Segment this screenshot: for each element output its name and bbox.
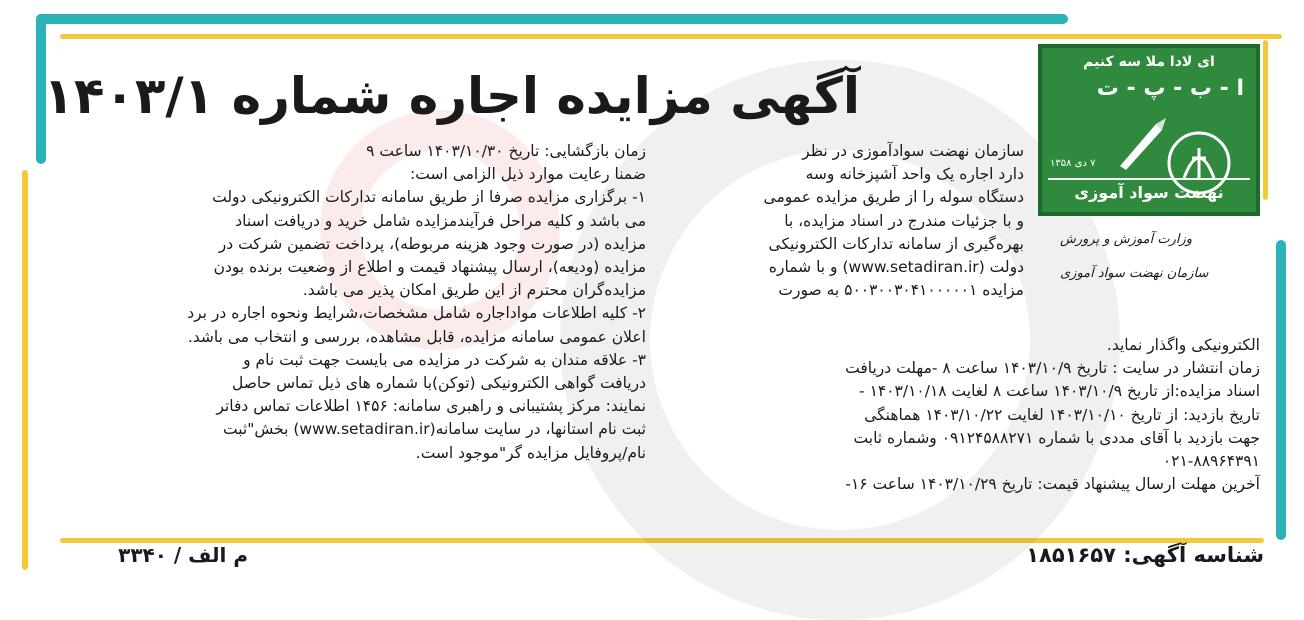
intro-paragraph: سازمان نهضت سوادآموزی در نظر دارد اجاره یک واحد آشپزخانه وسه دستگاه سوله را از طریق مزایده عمومی و با جزئیات مندرج در اسناد مزایده، با بهره‌گیری از سامانه تدارکات الکترونیکی دولت (www.setadiran.ir) و با شماره مزایده ۵۰۰۳۰۰۳۰۴۱۰۰۰۰۰۱ به صورت xyxy=(763,142,1024,300)
pen-icon xyxy=(1112,114,1172,174)
organization-logo xyxy=(1038,44,1260,216)
frame-border-yellow-right xyxy=(1263,40,1268,200)
frame-border-teal-right xyxy=(1276,240,1286,540)
schedule-paragraph: الکترونیکی واگذار نماید. زمان انتشار در سایت : تاریخ ۱۴۰۳/۱۰/۹ ساعت ۸ -مهلت دریافت اسناد مزایده:از تاریخ ۱۴۰۳/۱۰/۹ ساعت ۸ لغایت ۱۴۰۳/۱۰/۱۸ - تاریخ بازدید: از تاریخ ۱۴۰۳/۱۰/۱۰ لغایت ۱۴۰۳/۱۰/۲۲ هماهنگی جهت بازدید با آقای مددی با شماره ۰۹۱۲۴۵۸۸۲۷۱ وشماره ثابت ۰۲۱-۸۸۹۶۴۳۹۱ آخرین مهلت ارسال پیشنهاد قیمت: تاریخ ۱۴۰۳/۱۰/۲۹ ساعت ۱۶- xyxy=(845,336,1260,494)
organization-caption: سازمان نهضت سواد آموزی xyxy=(1060,266,1209,281)
requirements-paragraph: زمان بازگشایی: تاریخ ۱۴۰۳/۱۰/۳۰ ساعت ۹ ضمنا رعایت موارد ذیل الزامی است: ۱- برگزاری مزایده صرفا از طریق سامانه تدارکات الکترونیکی دولت می باشد و کلیه مراحل فرآیندمزایده شامل خرید و دریافت اسناد مزایده (در صورت وجود هزینه مربوطه)، پرداخت تضمین شرکت در مزایده (ودیعه)، ارسال پیشنهاد قیمت و اطلاع از وضعیت برنده بودن مزایده‌گران محترم از این طریق امکان پذیر می باشد. ۲- کلیه اطلاعات مواداجاره شامل مشخصات،شرایط ونحوه اجاره در برد اعلان عمومی سامانه مزایده، قابل مشاهده، بررسی و انتخاب می باشد. ۳- علاقه مندان به شرکت در مزایده می بایست جهت ثبت نام و دریافت گواهی الکترونیکی (توکن)با شماره های ذیل تماس حاصل نمایند: مرکز پشتیبانی و راهبری سامانه: ۱۴۵۶ اطلاعات تماس دفاتر ثبت نام استانها، در سایت سامانه(www.setadiran.ir) بخش"ثبت نام/پروفایل مزایده گر"موجود است. xyxy=(187,142,646,462)
logo-letters: ا - ب - پ - ت xyxy=(1096,76,1244,101)
logo-date: ۷ دی ۱۳۵۸ xyxy=(1050,158,1096,169)
frame-border-teal-top xyxy=(36,14,1068,24)
ad-code: م الف / ۳۳۴۰ xyxy=(118,543,248,567)
logo-top-text: ای لادا ملا سه کنیم xyxy=(1083,54,1215,70)
notice-title: آگهی مزایده اجاره شماره ۱۴۰۳/۱ xyxy=(43,67,860,125)
ministry-caption: وزارت آموزش و پرورش xyxy=(1060,232,1193,247)
frame-border-yellow-left xyxy=(22,170,28,570)
ad-identifier: شناسه آگهی: ۱۸۵۱۶۵۷ xyxy=(1026,543,1264,567)
frame-border-yellow-top xyxy=(60,34,1282,39)
logo-bottom-text: نهضت سواد آموزی xyxy=(1048,178,1250,206)
